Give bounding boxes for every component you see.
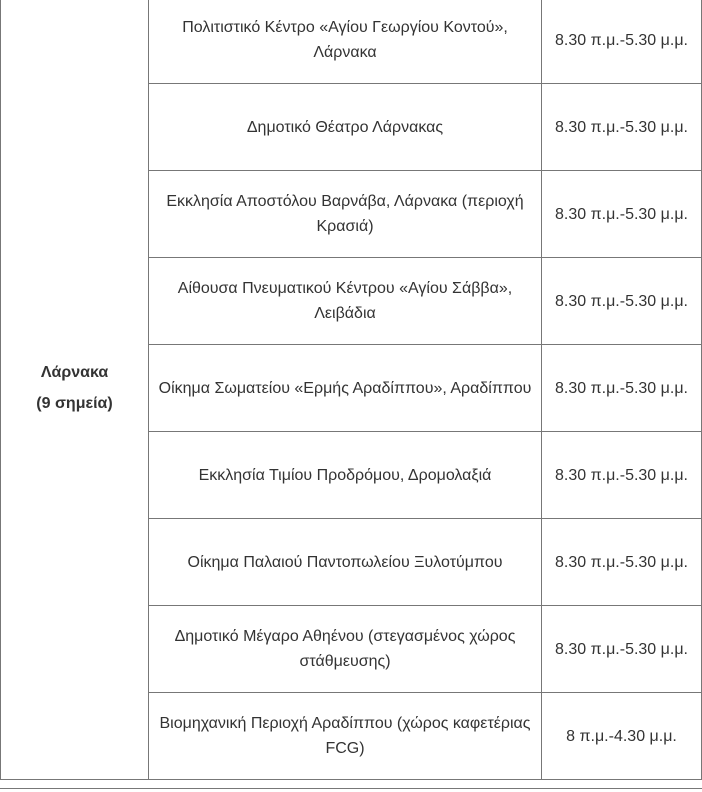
hours-cell: 8.30 π.μ.-5.30 μ.μ. (542, 171, 702, 258)
venue-cell: Πολιτιστικό Κέντρο «Αγίου Γεωργίου Κοντού», Λάρνακα (149, 0, 542, 84)
hours-cell: 8.30 π.μ.-5.30 μ.μ. (542, 519, 702, 606)
region-point-count: (9 σημεία) (36, 395, 113, 412)
region-cell (1, 0, 149, 780)
table-row (1, 0, 702, 84)
hours-cell: 8.30 π.μ.-5.30 μ.μ. (542, 606, 702, 693)
next-row-border (0, 788, 702, 792)
venue-cell: Εκκλησία Αποστόλου Βαρνάβα, Λάρνακα (περιοχή Κρασιά) (149, 171, 542, 258)
venue-cell: Δημοτικό Μέγαρο Αθηένου (στεγασμένος χώρος στάθμευσης) (149, 606, 542, 693)
hours-cell: 8.30 π.μ.-5.30 μ.μ. (542, 345, 702, 432)
venue-cell: Οίκημα Παλαιού Παντοπωλείου Ξυλοτύμπου (149, 519, 542, 606)
hours-cell: 8.30 π.μ.-5.30 μ.μ. (542, 258, 702, 345)
hours-cell: 8.30 π.μ.-5.30 μ.μ. (542, 84, 702, 171)
venue-cell: Βιομηχανική Περιοχή Αραδίππου (χώρος καφετέριας FCG) (149, 693, 542, 780)
venue-cell: Οίκημα Σωματείου «Ερμής Αραδίππου», Αραδίππου (149, 345, 542, 432)
venue-cell: Δημοτικό Θέατρο Λάρνακας (149, 84, 542, 171)
venue-cell: Εκκλησία Τιμίου Προδρόμου, Δρομολαξιά (149, 432, 542, 519)
hours-cell: 8 π.μ.-4.30 μ.μ. (542, 693, 702, 780)
hours-cell: 8.30 π.μ.-5.30 μ.μ. (542, 432, 702, 519)
venue-cell: Αίθουσα Πνευματικού Κέντρου «Αγίου Σάββα», Λειβάδια (149, 258, 542, 345)
hours-cell: 8.30 π.μ.-5.30 μ.μ. (542, 0, 702, 84)
region-name: Λάρνακα (40, 364, 109, 381)
